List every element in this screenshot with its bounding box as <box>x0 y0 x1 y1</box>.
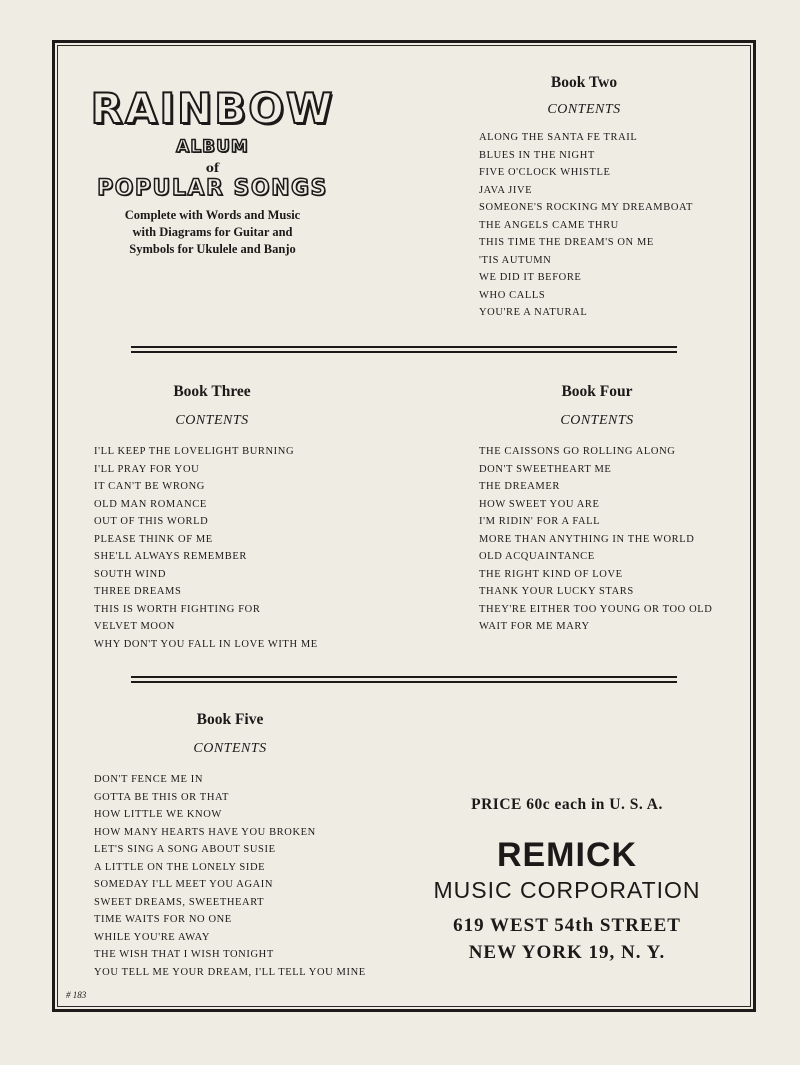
book-five-section <box>94 711 394 981</box>
song-title: SOMEONE'S ROCKING MY DREAMBOAT <box>479 202 694 213</box>
song-title: HOW SWEET YOU ARE <box>479 498 600 510</box>
song-title: SOUTH WIND <box>94 568 167 580</box>
publisher-block <box>402 796 732 966</box>
section-divider <box>131 676 677 683</box>
song-title: THE WISH THAT I WISH TONIGHT <box>94 949 274 960</box>
song-title: JAVA JIVE <box>479 184 533 196</box>
song-title: WHY DON'T YOU FALL IN LOVE WITH ME <box>94 638 318 650</box>
publisher-corporation: MUSIC CORPORATION <box>433 877 701 903</box>
song-title: THREE DREAMS <box>94 586 182 597</box>
song-title: SWEET DREAMS, SWEETHEART <box>94 896 265 908</box>
album-subtitle: ALBUM <box>176 137 249 157</box>
publisher-address-line-1: 619 WEST 54th STREET <box>453 915 681 936</box>
book-three-section <box>94 383 384 653</box>
song-title: YOU'RE A NATURAL <box>479 307 588 318</box>
album-subtitle-2: POPULAR SONGS <box>97 176 328 201</box>
song-title: I'M RIDIN' FOR A FALL <box>479 516 601 527</box>
catalog-number: # 183 <box>66 990 87 1000</box>
song-title: SOMEDAY I'LL MEET YOU AGAIN <box>94 879 274 890</box>
publisher-address-line-2: NEW YORK 19, N. Y. <box>468 942 666 963</box>
song-title: THE DREAMER <box>479 481 560 492</box>
song-title: WHO CALLS <box>479 289 546 301</box>
book-two-section <box>479 74 729 322</box>
song-title: WE DID IT BEFORE <box>479 272 582 283</box>
song-title: A LITTLE ON THE LONELY SIDE <box>94 861 266 873</box>
song-title: OUT OF THIS WORLD <box>94 516 209 527</box>
song-title: THIS TIME THE DREAM'S ON ME <box>479 237 654 248</box>
book-four-title: Book Four <box>561 383 633 400</box>
song-title: THEY'RE EITHER TOO YOUNG OR TOO OLD <box>479 603 713 615</box>
publisher-name: REMICK <box>496 836 638 874</box>
song-title: ALONG THE SANTA FE TRAIL <box>479 132 638 143</box>
book-three-title: Book Three <box>173 383 251 400</box>
book-five-title: Book Five <box>196 711 264 728</box>
song-title: I'LL KEEP THE LOVELIGHT BURNING <box>94 446 295 457</box>
song-title: DON'T FENCE ME IN <box>94 774 204 785</box>
song-title: MORE THAN ANYTHING IN THE WORLD <box>479 533 695 545</box>
song-title: WAIT FOR ME MARY <box>479 621 590 632</box>
description-line: Symbols for Ukulele and Banjo <box>129 242 296 256</box>
song-title: VELVET MOON <box>94 621 175 632</box>
book-two-contents-label: CONTENTS <box>547 102 621 117</box>
album-title: RAINBOW <box>90 84 335 133</box>
song-title: LET'S SING A SONG ABOUT SUSIE <box>94 844 276 855</box>
book-three-contents-label: CONTENTS <box>175 413 249 428</box>
book-four-contents-label: CONTENTS <box>560 413 634 428</box>
book-three-song-list <box>94 443 384 653</box>
book-two-song-list <box>479 129 729 322</box>
song-title: SHE'LL ALWAYS REMEMBER <box>94 551 247 562</box>
song-title: TIME WAITS FOR NO ONE <box>94 914 232 925</box>
song-title: BLUES IN THE NIGHT <box>479 149 595 161</box>
song-title: DON'T SWEETHEART ME <box>479 463 612 475</box>
song-title: YOU TELL ME YOUR DREAM, I'LL TELL YOU MINE <box>94 966 366 978</box>
book-five-song-list <box>94 771 394 981</box>
song-title: PLEASE THINK OF ME <box>94 533 213 545</box>
book-four-song-list <box>479 443 744 636</box>
song-title: IT CAN'T BE WRONG <box>94 481 205 492</box>
price-text: PRICE 60c each in U. S. A. <box>471 796 663 813</box>
song-title: THE RIGHT KIND OF LOVE <box>479 568 623 580</box>
song-title: OLD MAN ROMANCE <box>94 498 207 510</box>
song-title: THIS IS WORTH FIGHTING FOR <box>94 603 261 615</box>
song-title: THE CAISSONS GO ROLLING ALONG <box>479 446 676 457</box>
album-description <box>80 207 345 258</box>
description-line: Complete with Words and Music <box>124 208 301 222</box>
book-two-title: Book Two <box>550 74 618 91</box>
section-divider <box>131 346 677 353</box>
song-title: OLD ACQUAINTANCE <box>479 551 595 562</box>
album-connector: of <box>205 161 220 175</box>
song-title: GOTTA BE THIS OR THAT <box>94 791 230 803</box>
description-line: with Diagrams for Guitar and <box>132 225 293 239</box>
song-title: HOW MANY HEARTS HAVE YOU BROKEN <box>94 826 316 838</box>
song-title: I'LL PRAY FOR YOU <box>94 463 200 475</box>
book-five-contents-label: CONTENTS <box>193 741 267 756</box>
song-title: FIVE O'CLOCK WHISTLE <box>479 167 611 178</box>
song-title: 'TIS AUTUMN <box>479 254 552 266</box>
song-title: WHILE YOU'RE AWAY <box>94 931 211 943</box>
song-title: HOW LITTLE WE KNOW <box>94 809 222 820</box>
song-title: THANK YOUR LUCKY STARS <box>479 586 634 597</box>
title-block <box>80 84 345 258</box>
book-four-section <box>479 383 744 636</box>
song-title: THE ANGELS CAME THRU <box>479 219 619 231</box>
